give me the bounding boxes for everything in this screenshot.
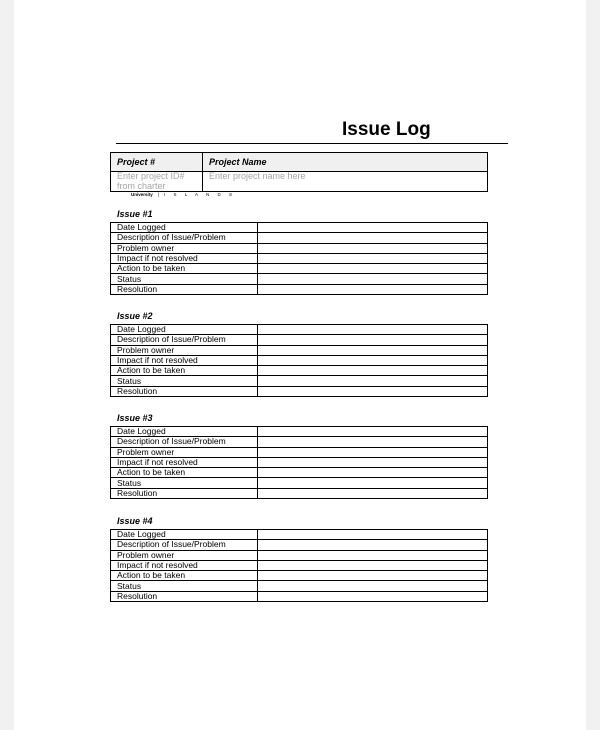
field-label: Action to be taken — [111, 571, 258, 581]
field-label: Description of Issue/Problem — [111, 437, 258, 447]
field-value[interactable] — [258, 274, 488, 284]
field-label: Status — [111, 274, 258, 284]
field-label: Problem owner — [111, 345, 258, 355]
issue-4-label: Issue #4 — [117, 516, 153, 526]
field-label: Impact if not resolved — [111, 457, 258, 467]
issue-4-table — [110, 529, 488, 602]
field-value[interactable] — [258, 335, 488, 345]
field-value[interactable] — [258, 560, 488, 570]
field-label: Impact if not resolved — [111, 560, 258, 570]
field-label: Date Logged — [111, 223, 258, 233]
field-value[interactable] — [258, 264, 488, 274]
field-label: Problem owner — [111, 243, 258, 253]
field-label: Status — [111, 478, 258, 488]
project-number-field[interactable]: Enter project ID# from charter — [111, 172, 203, 192]
field-value[interactable] — [258, 376, 488, 386]
field-value[interactable] — [258, 345, 488, 355]
field-value[interactable] — [258, 223, 488, 233]
document-page — [14, 0, 586, 730]
field-label: Impact if not resolved — [111, 253, 258, 263]
issue-2-label: Issue #2 — [117, 311, 153, 321]
issue-2-table — [110, 324, 488, 397]
field-label: Resolution — [111, 386, 258, 396]
field-label: Resolution — [111, 591, 258, 601]
field-value[interactable] — [258, 550, 488, 560]
project-number-header: Project # — [111, 153, 203, 172]
field-value[interactable] — [258, 571, 488, 581]
document-title: Issue Log — [342, 119, 431, 140]
field-label: Status — [111, 376, 258, 386]
issue-3-label: Issue #3 — [117, 413, 153, 423]
field-value[interactable] — [258, 355, 488, 365]
issue-3-table — [110, 426, 488, 499]
project-name-header: Project Name — [203, 153, 488, 172]
issue-1-label: Issue #1 — [117, 209, 153, 219]
field-label: Impact if not resolved — [111, 355, 258, 365]
project-info-table — [110, 152, 488, 192]
field-label: Action to be taken — [111, 468, 258, 478]
field-label: Description of Issue/Problem — [111, 335, 258, 345]
field-value[interactable] — [258, 488, 488, 498]
field-value[interactable] — [258, 325, 488, 335]
field-label: Date Logged — [111, 530, 258, 540]
field-value[interactable] — [258, 540, 488, 550]
university-logo: University | I S L A N D S — [131, 192, 236, 197]
field-label: Date Logged — [111, 427, 258, 437]
field-label: Status — [111, 581, 258, 591]
field-value[interactable] — [258, 468, 488, 478]
field-label: Problem owner — [111, 550, 258, 560]
field-value[interactable] — [258, 284, 488, 294]
field-label: Problem owner — [111, 447, 258, 457]
field-value[interactable] — [258, 591, 488, 601]
field-value[interactable] — [258, 243, 488, 253]
field-value[interactable] — [258, 457, 488, 467]
issue-1-table — [110, 222, 488, 295]
field-value[interactable] — [258, 366, 488, 376]
field-label: Action to be taken — [111, 264, 258, 274]
field-label: Date Logged — [111, 325, 258, 335]
field-value[interactable] — [258, 437, 488, 447]
field-label: Resolution — [111, 284, 258, 294]
field-value[interactable] — [258, 447, 488, 457]
field-value[interactable] — [258, 530, 488, 540]
field-value[interactable] — [258, 478, 488, 488]
title-rule — [116, 119, 508, 144]
field-value[interactable] — [258, 581, 488, 591]
project-name-field[interactable]: Enter project name here — [203, 172, 488, 192]
field-label: Description of Issue/Problem — [111, 540, 258, 550]
field-label: Action to be taken — [111, 366, 258, 376]
field-value[interactable] — [258, 427, 488, 437]
field-value[interactable] — [258, 233, 488, 243]
logo-islands-text: I S L A N D S — [163, 192, 236, 197]
field-label: Resolution — [111, 488, 258, 498]
field-value[interactable] — [258, 253, 488, 263]
field-value[interactable] — [258, 386, 488, 396]
field-label: Description of Issue/Problem — [111, 233, 258, 243]
logo-university-text: University — [131, 192, 153, 197]
